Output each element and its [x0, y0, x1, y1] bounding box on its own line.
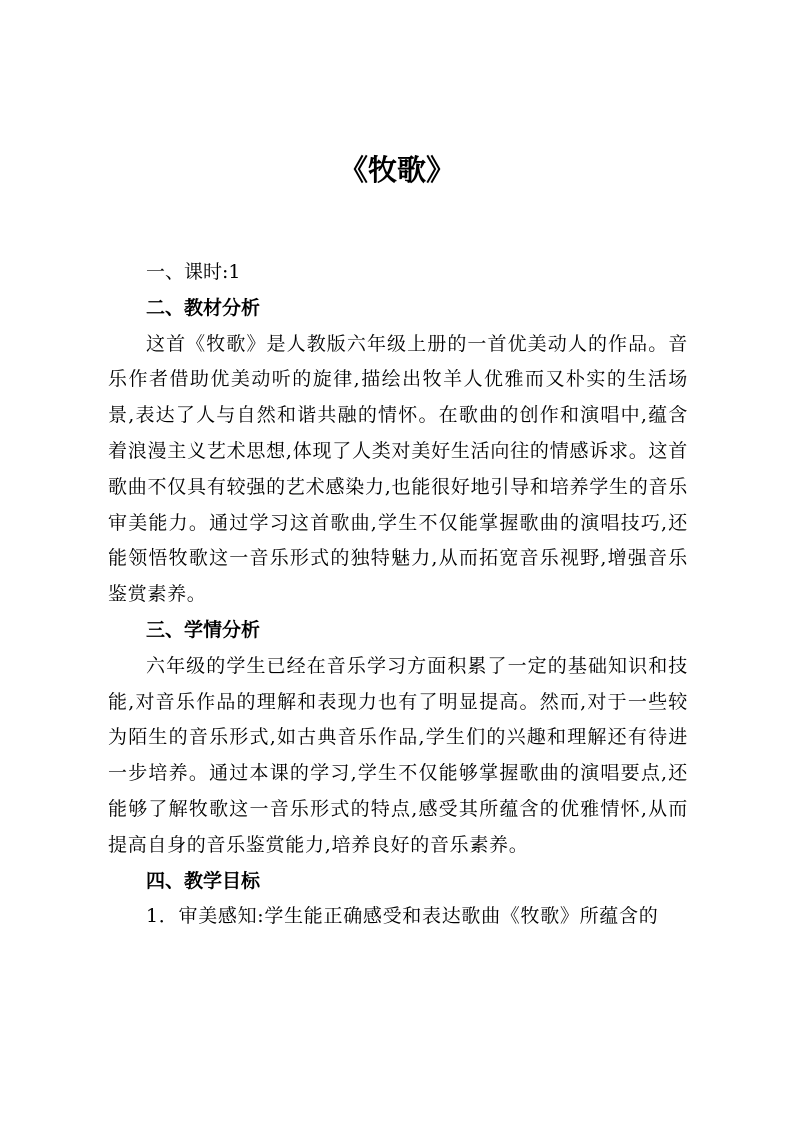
section-heading-student-analysis: 三、学情分析	[146, 618, 261, 641]
document-body	[108, 255, 688, 935]
objective-item-1: 1．审美感知:学生能正确感受和表达歌曲《牧歌》所蕴含的	[146, 905, 659, 928]
section-heading-lesson-hours: 一、课时:1	[146, 261, 241, 283]
document-title: 《牧歌》	[338, 153, 455, 187]
section-heading-textbook-analysis: 二、教材分析	[146, 296, 261, 319]
section-heading-teaching-objectives: 四、教学目标	[146, 869, 261, 892]
paragraph-student-analysis: 六年级的学生已经在音乐学习方面积累了一定的基础知识和技能,对音乐作品的理解和表现力也有了明显提高。然而,对于一些较为陌生的音乐形式,如古典音乐作品,学生们的兴趣和理解还有待进一步培养。通过本课的学习,学生不仅能够掌握歌曲的演唱要点,还能够了解牧歌这一音乐形式的特点,感受其所蕴含的优雅情怀,从而提高自身的音乐鉴赏能力,培养良好的音乐素养。	[108, 654, 688, 856]
paragraph-textbook-analysis: 这首《牧歌》是人教版六年级上册的一首优美动人的作品。音乐作者借助优美动听的旋律,描绘出牧羊人优雅而又朴实的生活场景,表达了人与自然和谐共融的情怀。在歌曲的创作和演唱中,蕴含着浪漫主义艺术思想,体现了人类对美好生活向往的情感诉求。这首歌曲不仅具有较强的艺术感染力,也能很好地引导和培养学生的音乐审美能力。通过学习这首歌曲,学生不仅能掌握歌曲的演唱技巧,还能领悟牧歌这一音乐形式的独特魅力,从而拓宽音乐视野,增强音乐鉴赏素养。	[108, 332, 688, 606]
